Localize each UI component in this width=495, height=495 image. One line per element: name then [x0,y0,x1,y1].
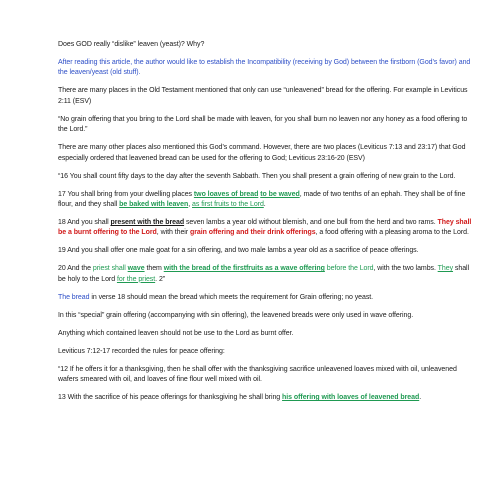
highlight-burnt-offering: They shall be a burnt offering to the Lord [58,219,472,237]
verse-18 [58,218,473,239]
verse-20-them: them [144,265,164,273]
highlight-for-the-priest: for the priest [116,275,156,283]
highlight-leavened-bread: his offering with loaves of leavened bread [282,394,420,402]
highlight-wave: wave [127,265,145,273]
paragraph-leaven-not-burnt: Anything which contained leaven should not be use to the Lord as burnt offer. [58,329,294,337]
question-heading: Does GOD really “dislike” leaven (yeast)? Why? [58,41,205,48]
verse-7-13-text: 13 With the sacrifice of his peace offerings for thanksgiving he shall bring [58,394,283,402]
verse-17-text: 17 You shall bring from your dwelling places [58,190,194,198]
highlight-to-be-waved: to be waved [260,190,300,198]
highlight-grain-drink-offerings: grain offering and their drink offerings [189,229,316,237]
highlight-priest-shall: priest shall [92,265,128,273]
verse-19: 19 And you shall offer one male goat for a sin offering, and two male lambs a year old as a sacrifice of peace offerings. [58,247,419,255]
highlight-before-the-lord: before the Lord [324,265,374,273]
author-intro: After reading this article, the author would like to establish the Incompatibility (receiving by God) between the firstborn (God’s favor) and the leaven/yeast (old stuff). [58,59,471,77]
paragraph-special-grain-offering: In this “special” grain offering (accompanying with sin offering), the leavened breads were only used in wave offering. [58,311,414,319]
verse-17-comma: , [188,201,192,209]
highlight-the-bread: The bread [58,293,90,301]
paragraph-exceptions: There are many other places also mentioned this God’s command. However, there are two places (Leviticus 7:13 and 23:17) that God especially ordered that leavened bread can be used for the offering to God; Leviticus 23:16-20 (ESV) [58,144,466,162]
highlight-bread-of-firstfruits: with the bread of the firstfruits as a wave offering [163,265,325,273]
quote-leviticus-2-11: “No grain offering that you bring to the Lord shall be made with leaven, for you shall burn no leaven nor any honey as a food offering to the Lord.” [58,115,468,134]
verse-17-period: . [263,201,266,209]
verse-18-text-4: , a food offering with a pleasing aroma to the Lord. [315,229,469,237]
paragraph-verse-18-note [58,293,473,303]
highlight-baked-with-leaven: be baked with leaven [119,201,189,209]
verse-17-text-2: , made of two tenths of an ephah. They shall be of fine flour, and they shall [58,190,466,209]
verse-17 [58,190,473,211]
verse-20-text: 20 And the [58,265,93,273]
verse-18-text-3: , with their [156,229,190,237]
verse-16: “16 You shall count fifty days to the day after the seventh Sabbath. Then you shall present a grain offering of new grain to the Lord. [58,172,456,180]
paragraph-peace-offering-rules: Leviticus 7:12-17 recorded the rules for peace offering: [58,347,225,355]
verse-20 [58,264,473,285]
verse-7-13-period: . [419,394,422,402]
verse-20-end: . 2” [155,275,166,283]
verse-20-text-3: shall be holy to the Lord [58,265,470,283]
highlight-two-loaves: two loaves of bread [193,190,259,198]
verse-7-13 [58,393,473,403]
verse-18-text: 18 And you shall [58,219,111,227]
highlight-first-fruits: as first fruits to the Lord [192,201,264,209]
paragraph-old-testament: There are many places in the Old Testament mentioned that only can use “unleavened” bread for the offering. For example in Leviticus 2:11 (ESV) [58,87,468,105]
verse-18-note-text: in verse 18 should mean the bread which meets the requirement for Grain offering; no yeast. [89,293,374,301]
highlight-they: They [437,265,454,273]
highlight-present-with-bread: present with the bread [110,219,185,227]
verse-18-text-2: seven lambs a year old without blemish, and one bull from the herd and two rams. [184,219,438,227]
verse-7-12: “12 If he offers it for a thanksgiving, then he shall offer with the thanksgiving sacrifice unleavened loaves mixed with oil, unleavened wafers smeared with oil, and loaves of fine flour well mixed with oil. [58,365,457,384]
verse-20-text-2: , with the two lambs. [373,265,438,273]
